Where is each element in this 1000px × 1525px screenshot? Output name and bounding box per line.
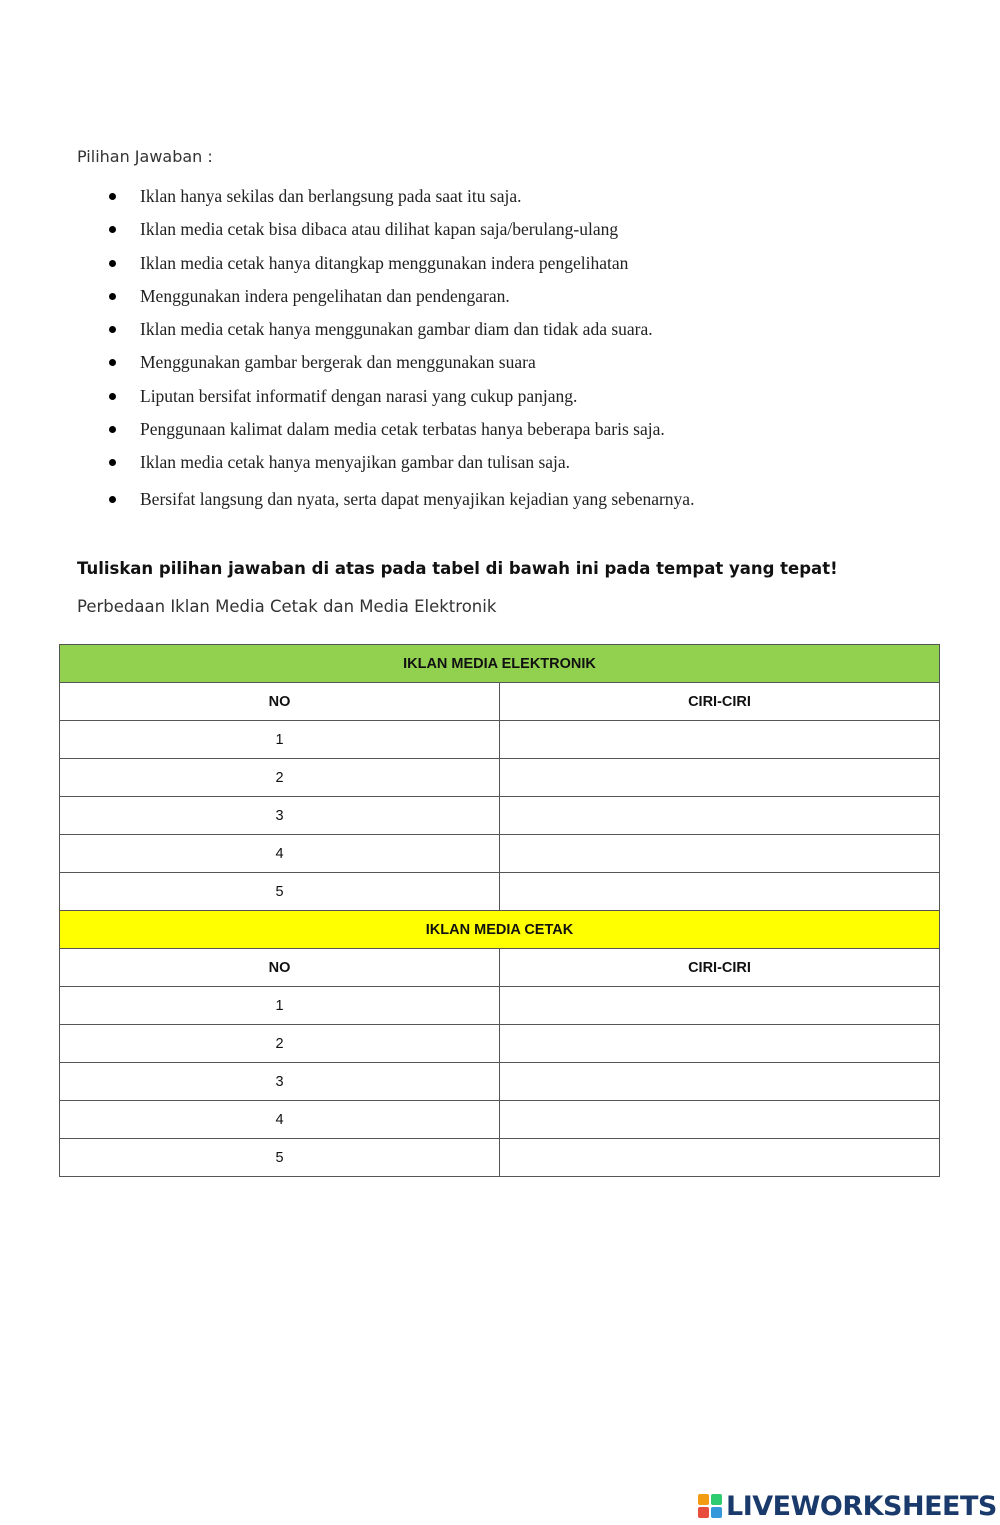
- row-number: 4: [60, 1101, 500, 1139]
- choice-item: [0, 247, 1000, 280]
- row-number: 5: [60, 1139, 500, 1177]
- row-number: 1: [60, 987, 500, 1025]
- column-header-row: [60, 949, 940, 987]
- answer-cell[interactable]: [500, 1063, 940, 1101]
- bullet-icon: [109, 326, 116, 333]
- bullet-icon: [109, 496, 116, 503]
- choice-text: Menggunakan gambar bergerak dan menggunakan suara: [140, 352, 536, 373]
- choice-text: Iklan media cetak hanya ditangkap menggunakan indera pengelihatan: [140, 252, 629, 273]
- section-header-electronic: [60, 645, 940, 683]
- section-header-print: [60, 911, 940, 949]
- instruction-text: Tuliskan pilihan jawaban di atas pada tabel di bawah ini pada tempat yang tepat!: [77, 559, 838, 578]
- choice-item: [0, 313, 1000, 346]
- table-row: [60, 1025, 940, 1063]
- table-row: [60, 1139, 940, 1177]
- answer-cell[interactable]: [500, 721, 940, 759]
- table-row: [60, 797, 940, 835]
- table-row: [60, 1063, 940, 1101]
- table-row: [60, 721, 940, 759]
- table-row: [60, 873, 940, 911]
- table-row: [60, 835, 940, 873]
- table-row: [60, 1101, 940, 1139]
- column-header-no: NO: [60, 949, 500, 987]
- answer-table: [59, 644, 940, 1177]
- choice-text: Bersifat langsung dan nyata, serta dapat menyajikan kejadian yang sebenarnya.: [140, 488, 695, 509]
- answer-cell[interactable]: [500, 835, 940, 873]
- choice-item: [0, 483, 1000, 516]
- column-header-ciri: CIRI-CIRI: [500, 683, 940, 721]
- column-header-no: NO: [60, 683, 500, 721]
- choice-item: [0, 280, 1000, 313]
- choices-heading: Pilihan Jawaban :: [77, 147, 213, 166]
- bullet-icon: [109, 260, 116, 267]
- logo-square: [698, 1507, 709, 1518]
- row-number: 2: [60, 759, 500, 797]
- row-number: 2: [60, 1025, 500, 1063]
- choice-text: Iklan media cetak hanya menyajikan gambar dan tulisan saja.: [140, 452, 571, 473]
- table-row: [60, 759, 940, 797]
- row-number: 5: [60, 873, 500, 911]
- logo-square: [711, 1494, 722, 1505]
- brand-name: LIVEWORKSHEETS: [726, 1490, 997, 1522]
- answer-cell[interactable]: [500, 873, 940, 911]
- choice-text: Iklan media cetak hanya menggunakan gambar diam dan tidak ada suara.: [140, 319, 653, 340]
- choice-text: Menggunakan indera pengelihatan dan pendengaran.: [140, 285, 510, 306]
- answer-cell[interactable]: [500, 1139, 940, 1177]
- bullet-icon: [109, 226, 116, 233]
- choice-item: [0, 446, 1000, 479]
- table-row: [60, 987, 940, 1025]
- section-title-electronic: IKLAN MEDIA ELEKTRONIK: [60, 645, 940, 683]
- row-number: 3: [60, 1063, 500, 1101]
- row-number: 3: [60, 797, 500, 835]
- choice-item: [0, 346, 1000, 379]
- choice-item: [0, 213, 1000, 246]
- choice-text: Liputan bersifat informatif dengan narasi yang cukup panjang.: [140, 385, 578, 406]
- answer-cell[interactable]: [500, 1101, 940, 1139]
- choice-text: Penggunaan kalimat dalam media cetak terbatas hanya beberapa baris saja.: [140, 419, 665, 440]
- bullet-icon: [109, 293, 116, 300]
- row-number: 1: [60, 721, 500, 759]
- row-number: 4: [60, 835, 500, 873]
- answer-cell[interactable]: [500, 1025, 940, 1063]
- choice-text: Iklan media cetak bisa dibaca atau dilihat kapan saja/berulang-ulang: [140, 219, 619, 240]
- logo-square: [711, 1507, 722, 1518]
- bullet-icon: [109, 426, 116, 433]
- bullet-icon: [109, 459, 116, 466]
- liveworksheets-logo-icon: [698, 1494, 722, 1518]
- column-header-row: [60, 683, 940, 721]
- bullet-icon: [109, 393, 116, 400]
- choice-text: Iklan hanya sekilas dan berlangsung pada saat itu saja.: [140, 186, 522, 206]
- column-header-ciri: CIRI-CIRI: [500, 949, 940, 987]
- liveworksheets-brand[interactable]: [698, 1490, 997, 1522]
- answer-cell[interactable]: [500, 759, 940, 797]
- choice-item: [0, 413, 1000, 446]
- answer-cell[interactable]: [500, 987, 940, 1025]
- answer-cell[interactable]: [500, 797, 940, 835]
- section-title-print: IKLAN MEDIA CETAK: [60, 911, 940, 949]
- choice-item: [0, 380, 1000, 413]
- choices-list: [0, 180, 1000, 516]
- choice-item: [0, 180, 1000, 213]
- logo-square: [698, 1494, 709, 1505]
- table-caption: Perbedaan Iklan Media Cetak dan Media Elektronik: [77, 597, 497, 616]
- bullet-icon: [109, 359, 116, 366]
- bullet-icon: [109, 193, 116, 200]
